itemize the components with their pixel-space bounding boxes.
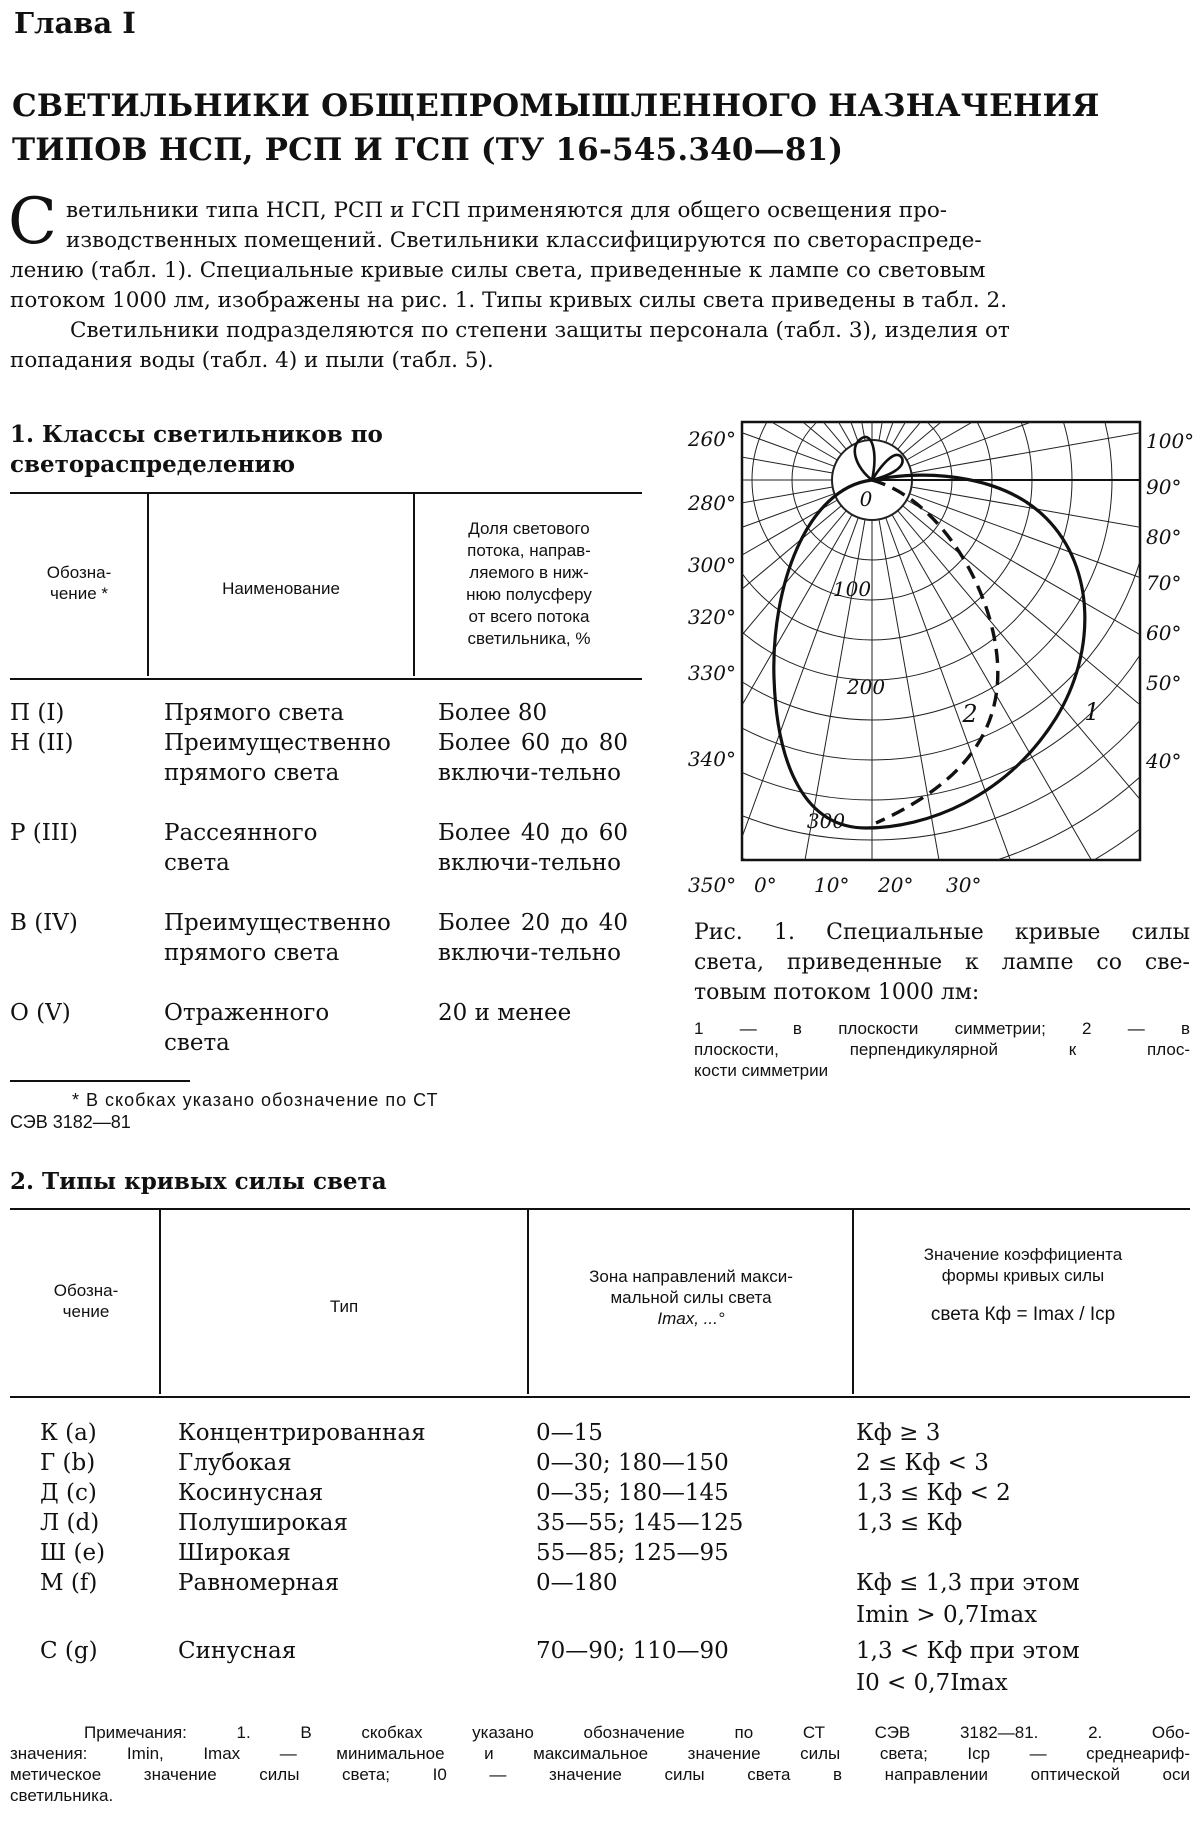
grid-circle bbox=[676, 418, 1196, 898]
radial-scale-label: 100 bbox=[832, 577, 872, 601]
intro-para2-line-2: попадания воды (табл. 4) и пыли (табл. 5). bbox=[10, 348, 494, 373]
table2-row-coef-2: Imin > 0,7Imax bbox=[856, 1602, 1038, 1628]
table2-row-type: Полуширокая bbox=[178, 1510, 348, 1536]
right-angle-label: 60° bbox=[1146, 621, 1182, 645]
table1-row-share: Более 80 bbox=[438, 700, 548, 726]
table1-row-name: Рассеянного света bbox=[164, 820, 318, 876]
table2-header-zone bbox=[532, 1266, 850, 1329]
table2-row-code: М (f) bbox=[40, 1570, 98, 1596]
table2-row-coef: 1,3 < Кф при этом bbox=[856, 1638, 1080, 1664]
left-angle-label: 260° bbox=[687, 427, 736, 451]
table2-vrule-2 bbox=[527, 1210, 529, 1394]
chapter-heading: Глава I bbox=[14, 6, 136, 40]
table2-row-type: Косинусная bbox=[178, 1480, 324, 1506]
table2-row-coef: Кф ≥ 3 bbox=[856, 1420, 941, 1446]
grid-circle bbox=[676, 418, 1196, 880]
table1-vrule-1 bbox=[147, 494, 149, 676]
bottom-angle-label: 350° bbox=[688, 873, 737, 897]
figure-caption-line-2: света, приведенные к лампе со све- bbox=[694, 950, 1190, 975]
table1-vrule-2 bbox=[413, 494, 415, 676]
grid-circle bbox=[676, 418, 1196, 898]
table2-row-zone: 0—35; 180—145 bbox=[536, 1480, 729, 1506]
table2-header-coef bbox=[858, 1244, 1188, 1325]
table2-header-designation: Обозна- чение bbox=[53, 1281, 119, 1321]
table2-notes-line-4: светильника. bbox=[10, 1786, 114, 1805]
intro-line-3: лению (табл. 1). Специальные кривые силы света, приведенные к лампе со световым bbox=[10, 258, 986, 283]
table1-footnote-line-2: СЭВ 3182—81 bbox=[10, 1112, 131, 1132]
figure-caption-line-3: товым потоком 1000 лм: bbox=[694, 980, 980, 1005]
table1-row-code: Н (II) bbox=[10, 730, 74, 756]
table1-row-code: Р (III) bbox=[10, 820, 78, 846]
table2-row-code: Г (b) bbox=[40, 1450, 96, 1476]
left-angle-label: 320° bbox=[687, 605, 736, 629]
table2-row-2 bbox=[40, 1448, 1190, 1482]
table1-header-share: Доля светового потока, направ- ляемого в ниж- нюю полусферу от всего потока светильника, % bbox=[466, 519, 592, 648]
table1-header-rule bbox=[10, 678, 642, 680]
table1-row-code: В (IV) bbox=[10, 910, 78, 936]
table1-row-name: Прямого света bbox=[164, 700, 345, 726]
radial-scale-label: 300 bbox=[806, 809, 846, 833]
table2-row-type: Глубокая bbox=[178, 1450, 292, 1476]
table2-row-type: Концентрированная bbox=[178, 1420, 426, 1446]
table2-row-code: Д (c) bbox=[40, 1480, 97, 1506]
right-angle-label: 70° bbox=[1146, 571, 1182, 595]
table1-row-2 bbox=[10, 728, 642, 818]
bottom-angle-label: 30° bbox=[946, 873, 982, 897]
table2-vrule-3 bbox=[852, 1210, 854, 1394]
table2-header-type: Тип bbox=[329, 1297, 359, 1316]
table2-header-rule bbox=[10, 1396, 1190, 1398]
curve-lobe-1 bbox=[855, 437, 875, 480]
table1-row-3 bbox=[10, 818, 642, 908]
table2-row-zone: 0—15 bbox=[536, 1420, 603, 1446]
table1-row-share: Более 60 до 80 включи-тельно bbox=[438, 730, 628, 786]
table2-row-coef-2: I0 < 0,7Imax bbox=[856, 1670, 1008, 1696]
title-line-2: ТИПОВ НСП, РСП И ГСП (ТУ 16-545.340—81) bbox=[12, 132, 844, 168]
table2-notes-line-2: значения: Imin, Imax — минимальное и максимальное значение силы света; Iср — среднеариф- bbox=[10, 1744, 1190, 1763]
grid-circle bbox=[676, 418, 1196, 840]
drop-cap: С bbox=[8, 185, 57, 259]
table1-row-code: О (V) bbox=[10, 1000, 71, 1026]
table1-row-5 bbox=[10, 998, 642, 1060]
curve-1-label: 1 bbox=[1084, 698, 1100, 726]
title-line-1: СВЕТИЛЬНИКИ ОБЩЕПРОМЫШЛЕННОГО НАЗНАЧЕНИЯ bbox=[12, 88, 1100, 124]
table2-header-zone-line-1: Зона направлений макси- bbox=[589, 1267, 793, 1286]
figure-legend-line-2: плоскости, перпендикулярной к плос- bbox=[694, 1040, 1190, 1059]
right-angle-label: 100° bbox=[1146, 429, 1195, 453]
figure-caption-line-1: Рис. 1. Специальные кривые силы bbox=[694, 920, 1190, 945]
grid-circle bbox=[676, 418, 1196, 898]
grid-ray bbox=[907, 500, 1196, 830]
left-angle-label: 340° bbox=[687, 747, 736, 771]
footnote-rule bbox=[10, 1080, 190, 1082]
right-angle-label: 40° bbox=[1146, 749, 1182, 773]
table1-title-line-2: светораспределению bbox=[10, 451, 296, 478]
table2-row-coef: 2 ≤ Кф < 3 bbox=[856, 1450, 989, 1476]
table2-header-coef-line-1: Значение коэффициента bbox=[923, 1245, 1123, 1264]
table2-header-coef-line-2: формы кривых силы bbox=[941, 1266, 1105, 1285]
right-angle-label: 50° bbox=[1146, 671, 1182, 695]
table1-title-line-1: 1. Классы светильников по bbox=[10, 421, 383, 448]
curve-2-label: 2 bbox=[962, 700, 978, 728]
right-angle-label: 90° bbox=[1146, 475, 1182, 499]
table1-header-name: Наименование bbox=[222, 579, 340, 598]
table2-notes bbox=[10, 1722, 1190, 1806]
figure-legend-line-3: кости симметрии bbox=[694, 1061, 829, 1080]
table2-row-zone: 35—55; 145—125 bbox=[536, 1510, 744, 1536]
figure-legend-line-1: 1 — в плоскости симметрии; 2 — в bbox=[694, 1019, 1190, 1038]
table2-row-1 bbox=[40, 1418, 1190, 1452]
table2-row-zone: 70—90; 110—90 bbox=[536, 1638, 729, 1664]
table2-header-zone-line-2: мальной силы света bbox=[610, 1288, 772, 1307]
radial-scale-label: 0 bbox=[859, 487, 873, 511]
table2-row-zone: 55—85; 125—95 bbox=[536, 1540, 729, 1566]
table2-row-5 bbox=[40, 1538, 1190, 1572]
page-title bbox=[12, 84, 1100, 172]
table2-row-3 bbox=[40, 1478, 1190, 1512]
right-angle-label: 80° bbox=[1146, 525, 1182, 549]
bottom-angle-label: 10° bbox=[814, 873, 850, 897]
figure-legend bbox=[694, 1018, 1190, 1081]
table2-header-coef-line-3: света Кф = Imax / Iср bbox=[930, 1304, 1116, 1325]
table1-footnote-line-1: * В скобках указано обозначение по СТ bbox=[72, 1090, 439, 1110]
grid-circle bbox=[676, 418, 1152, 760]
table1-row-share: Более 20 до 40 включи-тельно bbox=[438, 910, 628, 966]
table2-header-zone-line-3: Imax, ...° bbox=[657, 1309, 725, 1328]
table2-title: 2. Типы кривых силы света bbox=[10, 1168, 387, 1195]
table2-row-type: Широкая bbox=[178, 1540, 291, 1566]
table2-row-6 bbox=[40, 1568, 1190, 1632]
table1-title bbox=[10, 420, 383, 480]
table2-vrule-1 bbox=[159, 1210, 161, 1394]
table2-row-code: С (g) bbox=[40, 1638, 98, 1664]
table2-row-code: К (a) bbox=[40, 1420, 97, 1446]
table1-row-code: П (I) bbox=[10, 700, 65, 726]
table1-row-name: Преимущественно прямого света bbox=[164, 730, 391, 786]
table2-notes-line-1: Примечания: 1. В скобках указано обозначение по СТ СЭВ 3182—81. 2. Обо- bbox=[84, 1723, 1190, 1742]
figure-caption bbox=[694, 918, 1190, 1008]
table2-row-zone: 0—30; 180—150 bbox=[536, 1450, 729, 1476]
table2-row-coef: Кф ≤ 1,3 при этом bbox=[856, 1570, 1080, 1596]
table2-row-zone: 0—180 bbox=[536, 1570, 618, 1596]
table2-row-coef: 1,3 ≤ Кф bbox=[856, 1510, 963, 1536]
left-angle-label: 300° bbox=[687, 553, 736, 577]
table1-row-share: 20 и менее bbox=[438, 1000, 572, 1026]
grid-ray bbox=[903, 506, 1196, 898]
table1-row-4 bbox=[10, 908, 642, 998]
bottom-angle-label: 0° bbox=[754, 873, 777, 897]
left-angle-label: 330° bbox=[687, 661, 736, 685]
table1-top-rule bbox=[10, 492, 642, 494]
polar-diagram bbox=[676, 418, 1196, 898]
table2-row-coef: 1,3 ≤ Кф < 2 bbox=[856, 1480, 1011, 1506]
diagram-grid bbox=[676, 418, 1196, 898]
intro-para2-line-1: Светильники подразделяются по степени защиты персонала (табл. 3), изделия от bbox=[70, 318, 1010, 343]
bottom-angle-label: 20° bbox=[878, 873, 914, 897]
intro-line-1: ветильники типа НСП, РСП и ГСП применяются для общего освещения про- bbox=[66, 198, 948, 223]
table1-row-name: Преимущественно прямого света bbox=[164, 910, 391, 966]
table1-row-name: Отраженного света bbox=[164, 1000, 330, 1056]
table2-row-type: Синусная bbox=[178, 1638, 297, 1664]
left-angle-label: 280° bbox=[687, 491, 736, 515]
table2-notes-line-3: метическое значение силы света; I0 — значение силы света в направлении оптической оси bbox=[10, 1765, 1190, 1784]
radial-scale-label: 200 bbox=[846, 675, 886, 699]
table2-row-7 bbox=[40, 1636, 1190, 1700]
table1-row-share: Более 40 до 60 включи-тельно bbox=[438, 820, 628, 876]
table1-header-designation: Обозна- чение * bbox=[46, 563, 112, 603]
table2-row-code: Л (d) bbox=[40, 1510, 100, 1536]
table2-top-rule bbox=[10, 1208, 1190, 1210]
table2-row-type: Равномерная bbox=[178, 1570, 340, 1596]
intro-line-2: изводственных помещений. Светильники классифицируются по светораспреде- bbox=[66, 228, 982, 253]
intro-line-4: потоком 1000 лм, изображены на рис. 1. Типы кривых силы света приведены в табл. 2. bbox=[10, 288, 1008, 313]
table2-row-code: Ш (e) bbox=[40, 1540, 106, 1566]
table2-row-4 bbox=[40, 1508, 1190, 1542]
